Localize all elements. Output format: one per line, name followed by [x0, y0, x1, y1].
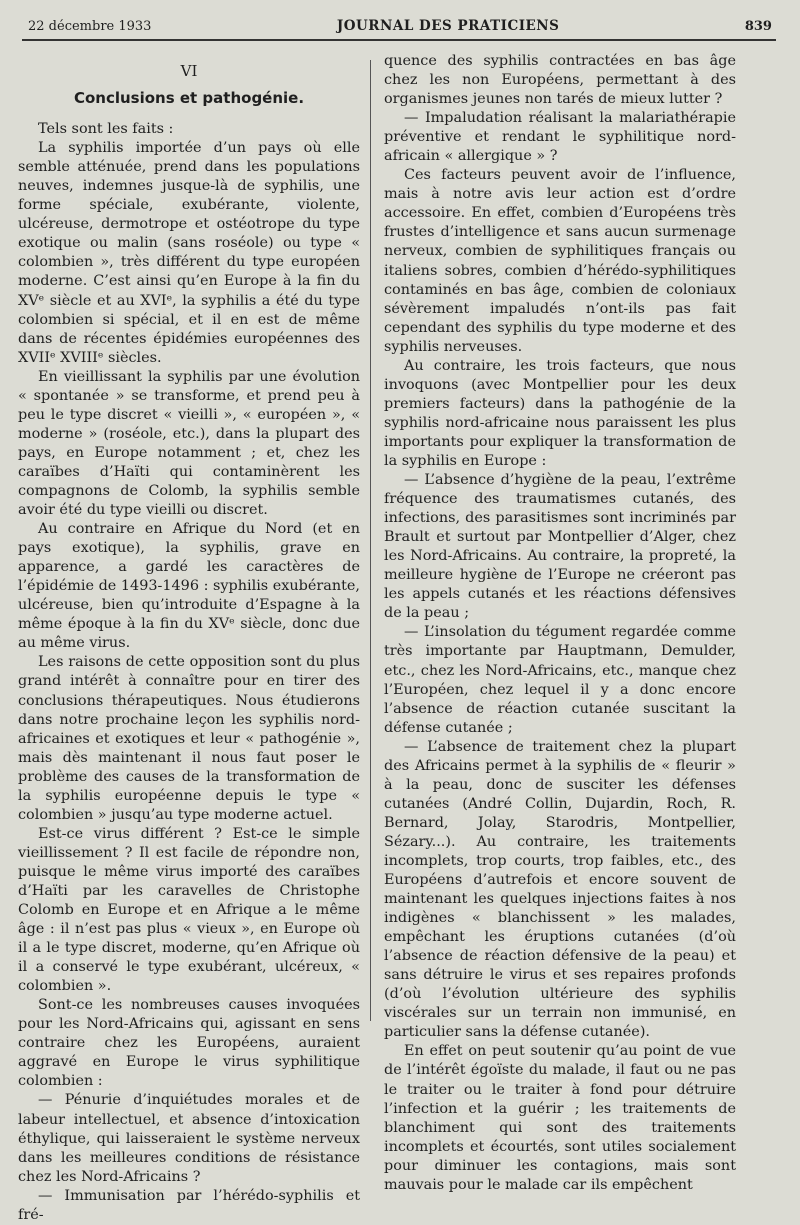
right-column	[384, 52, 736, 1193]
paragraph: Au contraire en Afrique du Nord (et en pays exotique), la syphilis, grave en apparence, a gardé les caractères de l’épidémie de 1493-1496 : syphilis exubérante, ulcéreuse, bien qu’introduite d’Espagne à la même époque à la fin du XVᵉ siècle, donc due au même virus.	[18, 521, 360, 652]
running-head	[28, 16, 772, 36]
paragraph: Est-ce virus différent ? Est-ce le simple vieillissement ? Il est facile de répondre non, puisque le même virus importé des caraïbes d’Haïti par les caravelles de Christophe Colomb en Europe et en Afrique a le même âge : il n’est pas plus « vieux », en Europe où il a le type discret, moderne, qu’en Afrique où il a conservé le type exubérant, ulcéreux, « colombien ».	[18, 825, 360, 995]
paragraph: quence des syphilis contractées en bas âge chez les non Européens, permettant à des organismes jeunes non tarés de mieux lutter ?	[384, 53, 736, 108]
header-rule	[22, 39, 776, 41]
paragraph: En effet on peut soutenir qu’au point de vue de l’intérêt égoïste du malade, il faut ou ne pas le traiter ou le traiter à fond pour détruire l’infection et la guérir ; les traitements de blanchiment qui sont des traitements incomplets et écourtés, sont utiles socialement pour diminuer les contagions, mais sont mauvais pour le malade car ils empêchent	[384, 1043, 736, 1193]
paragraph: La syphilis importée d’un pays où elle semble atténuée, prend dans les populations neuves, indemnes jusque-là de syphilis, une forme spéciale, exubérante, violente, ulcéreuse, dermotrope et ostéotrope du type exotique ou malin (sans roséole) ou type « colombien », très différent du type européen moderne. C’est ainsi qu’en Europe à la fin du XVᵉ siècle et au XVIᵉ, la syphilis a été du type colombien si spécial, et il en est de même dans de récentes épidémies européennes des XVIIᵉ XVIIIᵉ siècles.	[18, 140, 360, 366]
paragraph: — L’absence d’hygiène de la peau, l’extrême fréquence des traumatismes cutanés, des infections, des parasitismes sont incriminés par Brault et surtout par Montpellier d’Alger, chez les Nord-Africains. Au contraire, la propreté, la meilleure hygiène de l’Europe ne créeront pas les appels cutanés et les réactions défensives de la peau ;	[384, 472, 736, 622]
paragraph: Ces facteurs peuvent avoir de l’influence, mais à notre avis leur action est d’ordre accessoire. En effet, combien d’Européens très frustes d’intelligence et sans aucun surmenage nerveux, combien de syphilitiques français ou italiens sobres, combien d’hérédo-syphilitiques contaminés en bas âge, combien de coloniaux sévèrement impaludés n’ont-ils pas fait cependant des syphilis du type moderne et des syphilis nerveuses.	[384, 167, 736, 355]
paragraph: — Impaludation réalisant la malariathérapie préventive et rendant le syphilitique nord-africain « allergique » ?	[384, 110, 736, 165]
paragraph: Les raisons de cette opposition sont du plus grand intérêt à connaître pour en tirer des conclusions thérapeutiques. Nous étudierons dans notre prochaine leçon les syphilis nord-africaines et exotiques et leur « pathogénie », mais dès maintenant il nous faut poser le problème des causes de la transformation de la syphilis européenne depuis le type « colombien » jusqu’au type moderne actuel.	[18, 654, 360, 823]
section-title: Conclusions et pathogénie.	[73, 89, 305, 108]
section-number: VI	[180, 62, 198, 80]
paragraph: — Pénurie d’inquiétudes morales et de labeur intellectuel, et absence d’intoxication éthylique, qui laisseraient le système nerveux dans les meilleures conditions de résistance chez les Nord-Africains ?	[18, 1092, 360, 1185]
page-number: 839	[744, 18, 772, 34]
paragraph: En vieillissant la syphilis par une évolution « spontanée » se transforme, et prend peu à peu le type discret « vieilli », « européen », « moderne » (roséole, etc.), dans la plupart des pays, en Europe notamment ; et, chez les caraïbes d’Haïti qui contaminèrent les compagnons de Colomb, la syphilis semble avoir été du type vieilli ou discret.	[18, 368, 360, 519]
issue-date: 22 décembre 1933	[28, 18, 152, 34]
paragraph: Tels sont les faits :	[38, 121, 174, 138]
left-column	[18, 52, 360, 1223]
paragraph: — L’insolation du tégument regardée comme très importante par Hauptmann, Demulder, etc., chez les Nord-Africains, etc., manque chez l’Européen, chez lequel il y a donc encore l’absence de réaction cutanée suscitant la défense cutanée ;	[384, 624, 736, 736]
journal-title: JOURNAL DES PRATICIENS	[336, 18, 560, 34]
paragraph: — Immunisation par l’hérédo-syphilis et fré-	[18, 1187, 360, 1223]
paragraph: — L’absence de traitement chez la plupart des Africains permet à la syphilis de « fleurir » à la peau, donc de susciter les défenses cutanées (André Collin, Dujardin, Roch, R. Bernard, Jolay, Starodris, Montpellier, Sézary...). Au contraire, les traitements incomplets, trop courts, trop faibles, etc., des Européens d’autrefois et encore souvent de maintenant les quelques injections faites à nos indigènes « blanchissent » les malades, empêchant les éruptions cutanées (d’où l’absence de réaction défensive de la peau) et sans détruire le virus et ses repaires profonds (d’où l’évolution ultérieure des syphilis viscérales sur un terrain non immunisé, en particulier sans la défense cutanée).	[384, 738, 736, 1041]
paragraph: Sont-ce les nombreuses causes invoquées pour les Nord-Africains qui, agissant en sens contraire chez les Européens, auraient aggravé en Europe le virus syphilitique colombien :	[18, 997, 360, 1090]
paragraph: Au contraire, les trois facteurs, que nous invoquons (avec Montpellier pour les deux premiers facteurs) dans la pathogénie de la syphilis nord-africaine nous paraissent les plus importants pour expliquer la transformation de la syphilis en Europe :	[384, 357, 736, 469]
column-divider	[370, 60, 371, 1021]
